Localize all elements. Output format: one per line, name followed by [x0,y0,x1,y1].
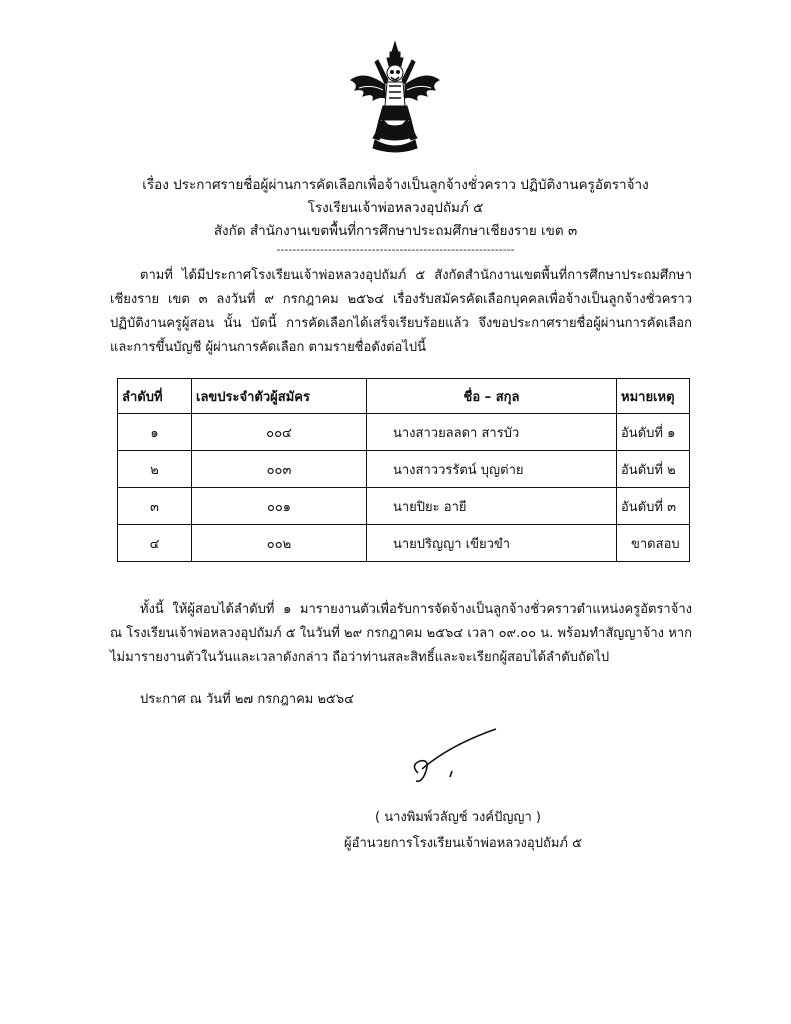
cell-name: นายปริญญา เขียวขำ [367,525,617,562]
cell-order: ๒ [118,451,192,488]
cell-applicant-no: ๐๐๒ [192,525,367,562]
table-row [118,414,690,451]
garuda-emblem-icon [345,40,445,155]
cell-order: ๑ [118,414,192,451]
header-applicant-no: เลขประจำตัวผู้สมัคร [192,379,367,414]
cell-remark: อันดับที่ ๓ [617,488,690,525]
header-name: ชื่อ – สกุล [367,379,617,414]
school-name: โรงเรียนเจ้าพ่อหลวงอุปถัมภ์ ๕ [307,200,484,216]
cell-remark: อันดับที่ ๑ [617,414,690,451]
affiliation: สังกัด สำนักงานเขตพื้นที่การศึกษาประถมศึกษาเชียงราย เขต ๓ [213,223,578,239]
table-header-row [118,379,690,414]
signature-mark [400,725,510,795]
cell-order: ๔ [118,525,192,562]
paragraph-2-text: ทั้งนี้ ให้ผู้สอบได้ลำดับที่ ๑ มารายงานตัวเพื่อรับการจัดจ้างเป็นลูกจ้างชั่วคราวตำแหน่งครูอัตราจ้าง ณ โรงเรียนเจ้าพ่อหลวงอุปถัมภ์ ๕ ในวันที่ ๒๙ กรกฎาคม ๒๕๖๔ เวลา ๐๙.๐๐ น. พร้อมทำสัญญาจ้าง หากไม่มารายงานตัวในวันและเวลาดังกล่าว ถือว่าท่านสละสิทธิ์และจะเรียกผู้สอบได้ลำดับถัดไป [110,602,692,665]
paragraph-1-text: ตามที่ ได้มีประกาศโรงเรียนเจ้าพ่อหลวงอุปถัมภ์ ๕ สังกัดสำนักงานเขตพื้นที่การศึกษาประถมศึกษาเชียงราย เขต ๓ ลงวันที่ ๙ กรกฎาคม ๒๕๖๔ เรื่องรับสมัครคัดเลือกบุคคลเพื่อจ้างเป็นลูกจ้างชั่วคราวปฏิบัติงานครูผู้สอน นั้น บัดนี้ การคัดเลือกได้เสร็จเรียบร้อยแล้ว จึงขอประกาศรายชื่อผู้ผ่านการคัดเลือกและการขึ้นบัญชี ผู้ผ่านการคัดเลือก ตามรายชื่อดังต่อไปนี้ [110,268,692,355]
results-table [117,378,690,562]
signatory-position: ผู้อำนวยการโรงเรียนเจ้าพ่อหลวงอุปถัมภ์ ๕ [344,836,582,851]
document-subject: เรื่อง ประกาศรายชื่อผู้ผ่านการคัดเลือกเพื่อจ้างเป็นลูกจ้างชั่วคราว ปฏิบัติงานครูอัตราจ้าง [142,177,649,193]
cell-name: นายปิยะ อายี [367,488,617,525]
signatory-name: ( นางพิมพ์วลัญช์ วงค์ปัญญา ) [375,810,541,825]
table-row [118,525,690,562]
header-order: ลำดับที่ [118,379,192,414]
cell-remark: อันดับที่ ๒ [617,451,690,488]
table-row [118,451,690,488]
cell-name: นางสาวยลลดา สารบัว [367,414,617,451]
table-row [118,488,690,525]
report-instructions-paragraph [110,598,692,670]
header-remark: หมายเหตุ [617,379,690,414]
cell-applicant-no: ๐๐๓ [192,451,367,488]
cell-applicant-no: ๐๐๔ [192,414,367,451]
announcement-date: ประกาศ ณ วันที่ ๒๗ กรกฎาคม ๒๕๖๔ [140,692,354,707]
cell-applicant-no: ๐๐๑ [192,488,367,525]
cell-order: ๓ [118,488,192,525]
announcement-paragraph [110,264,692,360]
cell-remark: ขาดสอบ [617,525,690,562]
title-divider: ------------------------------------------------------------ [276,243,515,256]
cell-name: นางสาววรรัตน์ บุญต่าย [367,451,617,488]
